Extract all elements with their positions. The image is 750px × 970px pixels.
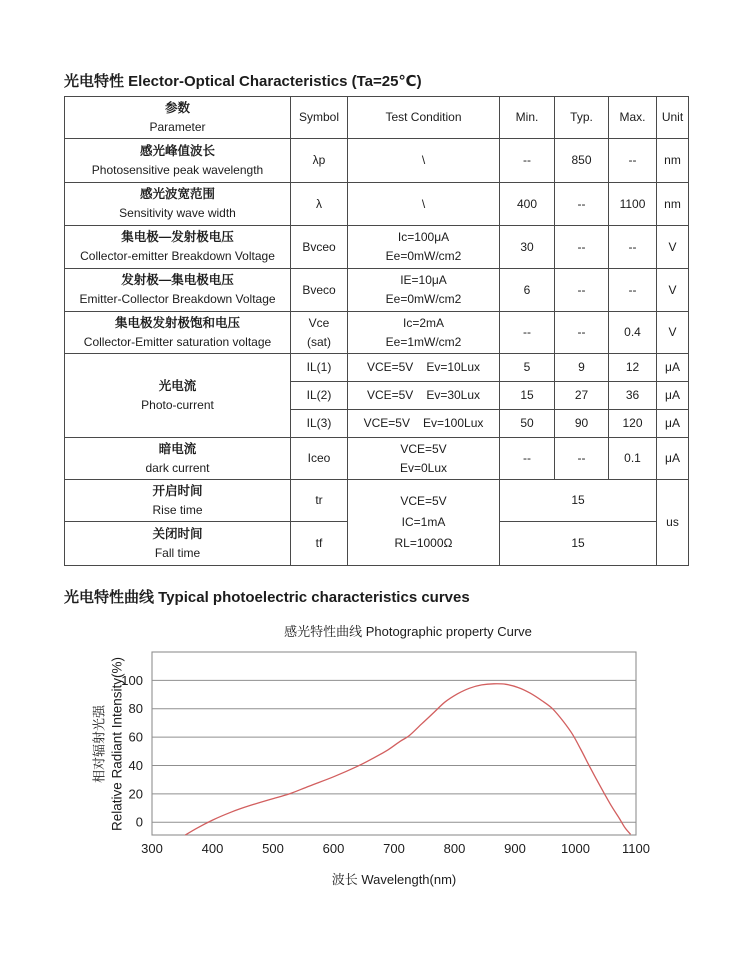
param-cell: 感光波宽范围 Sensitivity wave width [65,183,291,226]
header-min: Min. [500,97,555,139]
param-cell: 集电极发射极饱和电压 Collector-Emitter saturation voltage [65,312,291,354]
param-cell-photo-current: 光电流 Photo-current [65,354,291,438]
symbol-cell: IL(3) [291,410,348,438]
symbol-cell: Bveco [291,269,348,312]
y-tick-label: 20 [128,786,143,802]
condition-cell: VCE=5V Ev=0Lux [348,438,500,480]
y-tick-label: 100 [121,672,143,688]
condition-cell: VCE=5V Ev=30Lux [348,382,500,410]
param-cell: 感光峰值波长 Photosensitive peak wavelength [65,139,291,183]
x-axis-label: 波长 Wavelength(nm) [331,872,457,887]
typ-cell: 27 [555,382,609,410]
y-tick-label: 0 [135,814,143,830]
unit-cell: μA [657,438,689,480]
symbol-cell: Vce (sat) [291,312,348,354]
header-parameter-zh: 参数 [164,100,190,115]
header-symbol: Symbol [291,97,348,139]
x-tick-label: 900 [504,841,526,856]
spectral-response-chart [85,645,655,895]
row-bvceo [65,226,689,269]
header-max: Max. [609,97,657,139]
unit-cell: V [657,312,689,354]
x-tick-label: 600 [322,841,345,856]
typ-cell: 9 [555,354,609,382]
row-il1 [65,354,689,382]
row-peak-wavelength [65,139,689,183]
min-cell: -- [500,438,555,480]
page-title: 光电特性 Elector-Optical Characteristics (Ta=25℃) [64,73,422,90]
symbol-cell: λ [291,183,348,226]
min-cell: 15 [500,382,555,410]
unit-cell: μA [657,354,689,382]
typ-cell: 90 [555,410,609,438]
min-cell: -- [500,312,555,354]
max-cell: -- [609,226,657,269]
param-cell: 发射极—集电极电压 Emitter-Collector Breakdown Voltage [65,269,291,312]
unit-cell: nm [657,183,689,226]
typ-cell: -- [555,269,609,312]
max-cell: 0.4 [609,312,657,354]
max-cell: 0.1 [609,438,657,480]
chart-title: 感光特性曲线 Photographic property Curve [284,624,532,639]
param-cell: 集电极—发射极电压 Collector-emitter Breakdown Voltage [65,226,291,269]
condition-cell: \ [348,139,500,183]
symbol-cell: Bvceo [291,226,348,269]
row-dark-current [65,438,689,480]
unit-cell: V [657,269,689,312]
max-cell: 36 [609,382,657,410]
table-header-row [65,97,689,139]
max-cell: 120 [609,410,657,438]
x-tick-label: 1100 [622,841,650,856]
symbol-cell: Iceo [291,438,348,480]
param-cell: 暗电流 dark current [65,438,291,480]
unit-cell: nm [657,139,689,183]
min-cell: 6 [500,269,555,312]
condition-cell: VCE=5V Ev=100Lux [348,410,500,438]
header-test-condition: Test Condition [348,97,500,139]
typ-cell: -- [555,312,609,354]
typ-cell: 850 [555,139,609,183]
symbol-cell: tf [291,522,348,566]
unit-cell: μA [657,410,689,438]
rise-time-value-cell: 15 [500,480,657,522]
min-cell: -- [500,139,555,183]
typ-cell: -- [555,438,609,480]
header-parameter [65,97,291,139]
param-cell: 开启时间 Rise time [65,480,291,522]
min-cell: 50 [500,410,555,438]
symbol-cell: tr [291,480,348,522]
y-tick-label: 80 [128,701,143,717]
row-bveco [65,269,689,312]
unit-cell: V [657,226,689,269]
x-tick-label: 1000 [561,841,590,856]
condition-cell: Ic=100μA Ee=0mW/cm2 [348,226,500,269]
x-tick-label: 500 [262,841,284,856]
y-axis-label-en: Relative Radiant Intensity(%) [109,656,125,832]
row-rise-time [65,480,689,522]
header-parameter-en: Parameter [149,119,206,134]
x-tick-label: 800 [443,841,466,856]
plot-border [152,652,636,835]
row-vce-sat [65,312,689,354]
header-unit: Unit [657,97,689,139]
unit-cell-switching: us [657,480,689,566]
typ-cell: -- [555,183,609,226]
response-curve [185,684,630,835]
min-cell: 400 [500,183,555,226]
x-tick-label: 700 [383,841,405,856]
condition-cell: Ic=2mA Ee=1mW/cm2 [348,312,500,354]
y-axis-label-zh: 相对辐射光强 [91,704,107,784]
symbol-cell: IL(2) [291,382,348,410]
symbol-cell: λp [291,139,348,183]
y-tick-label: 60 [128,729,143,745]
fall-time-value-cell: 15 [500,522,657,566]
max-cell: 12 [609,354,657,382]
symbol-cell: IL(1) [291,354,348,382]
param-cell: 关闭时间 Fall time [65,522,291,566]
section-title-curves: 光电特性曲线 Typical photoelectric characteristics curves [64,589,470,606]
condition-cell-switching: VCE=5V IC=1mA RL=1000Ω [348,480,500,566]
x-tick-label: 300 [141,841,163,856]
y-tick-label: 40 [128,758,143,773]
max-cell: 1100 [609,183,657,226]
condition-cell: IE=10μA Ee=0mW/cm2 [348,269,500,312]
header-typ: Typ. [555,97,609,139]
min-cell: 30 [500,226,555,269]
min-cell: 5 [500,354,555,382]
max-cell: -- [609,139,657,183]
electro-optical-characteristics-table [64,96,689,566]
unit-cell: μA [657,382,689,410]
condition-cell: \ [348,183,500,226]
row-sensitivity-wave-width [65,183,689,226]
typ-cell: -- [555,226,609,269]
condition-cell: VCE=5V Ev=10Lux [348,354,500,382]
max-cell: -- [609,269,657,312]
x-tick-label: 400 [201,841,224,856]
